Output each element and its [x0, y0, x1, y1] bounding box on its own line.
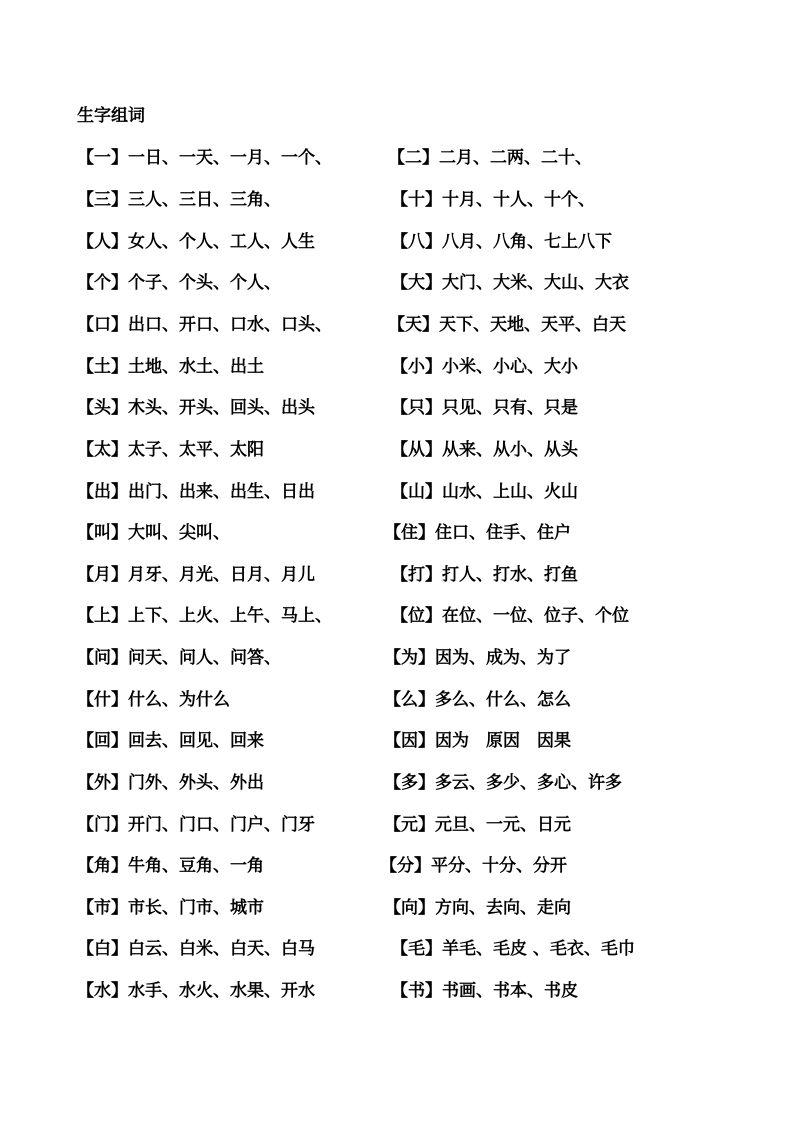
word-combinations: 开门、门口、门户、门牙	[128, 815, 315, 835]
word-combinations: 从来、从小、从头	[442, 440, 578, 460]
character-head: 【叫】	[77, 523, 128, 543]
word-entry-right	[391, 353, 578, 381]
word-row	[0, 894, 793, 922]
character-head: 【分】	[380, 856, 431, 876]
word-combinations: 多么、什么、怎么	[435, 690, 571, 710]
word-combinations: 上下、上火、上午、马上、	[128, 606, 332, 626]
word-combinations: 市长、门市、城市	[128, 898, 264, 918]
word-entry-right	[391, 186, 595, 214]
word-combinations: 太子、太平、太阳	[128, 440, 264, 460]
word-entry-left	[77, 852, 264, 880]
word-row	[0, 311, 793, 339]
word-combinations: 出门、出来、出生、日出	[128, 482, 315, 502]
word-combinations: 方向、去向、走向	[435, 898, 571, 918]
word-combinations: 因为、成为、为了	[435, 648, 571, 668]
word-row	[0, 811, 793, 839]
word-entry-left	[77, 353, 264, 381]
character-head: 【三】	[77, 190, 128, 210]
word-row	[0, 269, 793, 297]
word-entry-right	[391, 228, 612, 256]
character-head: 【书】	[391, 981, 442, 1001]
character-head: 【人】	[77, 232, 128, 252]
word-entry-left	[77, 811, 315, 839]
character-head: 【什】	[77, 690, 128, 710]
word-combinations: 个子、个头、个人、	[128, 273, 281, 293]
word-entry-left	[77, 519, 230, 547]
word-combinations: 问天、问人、问答、	[128, 648, 281, 668]
character-head: 【太】	[77, 440, 128, 460]
word-combinations: 多云、多少、多心、许多	[435, 773, 622, 793]
word-entry-right	[391, 478, 578, 506]
word-combinations: 平分、十分、分开	[431, 856, 567, 876]
word-entry-left	[77, 436, 264, 464]
word-entry-right	[391, 436, 578, 464]
word-row	[0, 478, 793, 506]
page-title: 生字组词	[77, 106, 145, 126]
word-combinations: 天下、天地、天平、白天	[439, 315, 626, 335]
character-head: 【向】	[384, 898, 435, 918]
word-row	[0, 935, 793, 963]
word-entry-right	[391, 561, 578, 589]
word-combinations: 只见、只有、只是	[442, 398, 578, 418]
character-head: 【八】	[391, 232, 442, 252]
word-combinations: 三人、三日、三角、	[128, 190, 281, 210]
word-combinations: 因为 原因 因果	[435, 731, 571, 751]
word-row	[0, 436, 793, 464]
word-combinations: 回去、回见、回来	[128, 731, 264, 751]
word-row	[0, 519, 793, 547]
word-combinations: 住口、住手、住户	[435, 523, 571, 543]
word-row	[0, 228, 793, 256]
character-head: 【头】	[77, 398, 128, 418]
word-combinations: 大叫、尖叫、	[128, 523, 230, 543]
word-combinations: 门外、外头、外出	[128, 773, 264, 793]
character-head: 【土】	[77, 357, 128, 377]
word-row	[0, 394, 793, 422]
character-head: 【问】	[77, 648, 128, 668]
word-entry-right	[384, 644, 571, 672]
word-combinations: 一日、一天、一月、一个、	[128, 148, 332, 168]
character-head: 【上】	[77, 606, 128, 626]
character-head: 【十】	[391, 190, 442, 210]
character-head: 【毛】	[391, 939, 442, 959]
character-head: 【多】	[384, 773, 435, 793]
character-head: 【角】	[77, 856, 128, 876]
word-entry-left	[77, 894, 264, 922]
word-entry-left	[77, 686, 230, 714]
character-head: 【打】	[391, 565, 442, 585]
word-row	[0, 644, 793, 672]
word-row	[0, 852, 793, 880]
word-row	[0, 727, 793, 755]
character-head: 【元】	[384, 815, 435, 835]
character-head: 【个】	[77, 273, 128, 293]
character-head: 【住】	[384, 523, 435, 543]
word-entry-left	[77, 769, 264, 797]
character-head: 【外】	[77, 773, 128, 793]
word-combinations: 十月、十人、十个、	[442, 190, 595, 210]
word-entry-left	[77, 394, 315, 422]
word-combinations: 出口、开口、口水、口头、	[128, 315, 332, 335]
character-head: 【小】	[391, 357, 442, 377]
character-head: 【月】	[77, 565, 128, 585]
word-combinations: 木头、开头、回头、出头	[128, 398, 315, 418]
character-head: 【门】	[77, 815, 128, 835]
word-entry-left	[77, 935, 315, 963]
word-entry-right	[388, 311, 626, 339]
word-entry-left	[77, 727, 264, 755]
character-head: 【天】	[388, 315, 439, 335]
character-head: 【二】	[388, 148, 439, 168]
word-combinations: 月牙、月光、日月、月儿	[128, 565, 315, 585]
word-entry-right	[384, 519, 571, 547]
word-combinations: 二月、二两、二十、	[439, 148, 592, 168]
word-entry-left	[77, 561, 315, 589]
word-entry-left	[77, 644, 281, 672]
word-row	[0, 353, 793, 381]
word-entry-right	[384, 769, 622, 797]
word-entry-right	[380, 852, 567, 880]
word-row	[0, 769, 793, 797]
word-combinations: 白云、白米、白天、白马	[128, 939, 315, 959]
word-row	[0, 144, 793, 172]
word-combinations: 牛角、豆角、一角	[128, 856, 264, 876]
word-combinations: 小米、小心、大小	[442, 357, 578, 377]
word-combinations: 在位、一位、位子、个位	[442, 606, 629, 626]
word-entry-left	[77, 144, 332, 172]
character-head: 【市】	[77, 898, 128, 918]
word-combinations: 水手、水火、水果、开水	[128, 981, 315, 1001]
character-head: 【从】	[391, 440, 442, 460]
word-row	[0, 602, 793, 630]
word-entry-right	[391, 269, 629, 297]
character-head: 【因】	[384, 731, 435, 751]
character-head: 【位】	[391, 606, 442, 626]
word-row	[0, 686, 793, 714]
word-entry-right	[388, 144, 592, 172]
word-entry-right	[384, 894, 571, 922]
word-combinations: 大门、大米、大山、大衣	[442, 273, 629, 293]
word-entry-left	[77, 228, 315, 256]
character-head: 【出】	[77, 482, 128, 502]
character-head: 【水】	[77, 981, 128, 1001]
word-row	[0, 186, 793, 214]
word-combinations: 土地、水土、出土	[128, 357, 264, 377]
word-entry-left	[77, 478, 315, 506]
word-entry-left	[77, 269, 281, 297]
word-combinations: 元旦、一元、日元	[435, 815, 571, 835]
word-entry-right	[391, 935, 635, 963]
word-row	[0, 977, 793, 1005]
word-combinations: 八月、八角、七上八下	[442, 232, 612, 252]
character-head: 【只】	[391, 398, 442, 418]
character-head: 【大】	[391, 273, 442, 293]
character-head: 【回】	[77, 731, 128, 751]
word-entry-right	[391, 394, 578, 422]
word-combinations: 山水、上山、火山	[442, 482, 578, 502]
word-entry-right	[391, 977, 578, 1005]
word-entry-right	[384, 686, 571, 714]
character-head: 【白】	[77, 939, 128, 959]
word-combinations: 什么、为什么	[128, 690, 230, 710]
character-head: 【为】	[384, 648, 435, 668]
word-combinations: 羊毛、毛皮 、毛衣、毛巾	[442, 939, 635, 959]
word-combinations: 书画、书本、书皮	[442, 981, 578, 1001]
character-head: 【么】	[384, 690, 435, 710]
word-entry-right	[384, 811, 571, 839]
word-combinations: 女人、个人、工人、人生	[128, 232, 315, 252]
character-head: 【一】	[77, 148, 128, 168]
word-row	[0, 561, 793, 589]
character-head: 【山】	[391, 482, 442, 502]
character-head: 【口】	[77, 315, 128, 335]
word-entry-right	[391, 602, 629, 630]
word-entry-left	[77, 602, 332, 630]
word-combinations: 打人、打水、打鱼	[442, 565, 578, 585]
word-entry-left	[77, 977, 315, 1005]
word-entry-right	[384, 727, 571, 755]
word-entry-left	[77, 311, 332, 339]
word-entry-left	[77, 186, 281, 214]
